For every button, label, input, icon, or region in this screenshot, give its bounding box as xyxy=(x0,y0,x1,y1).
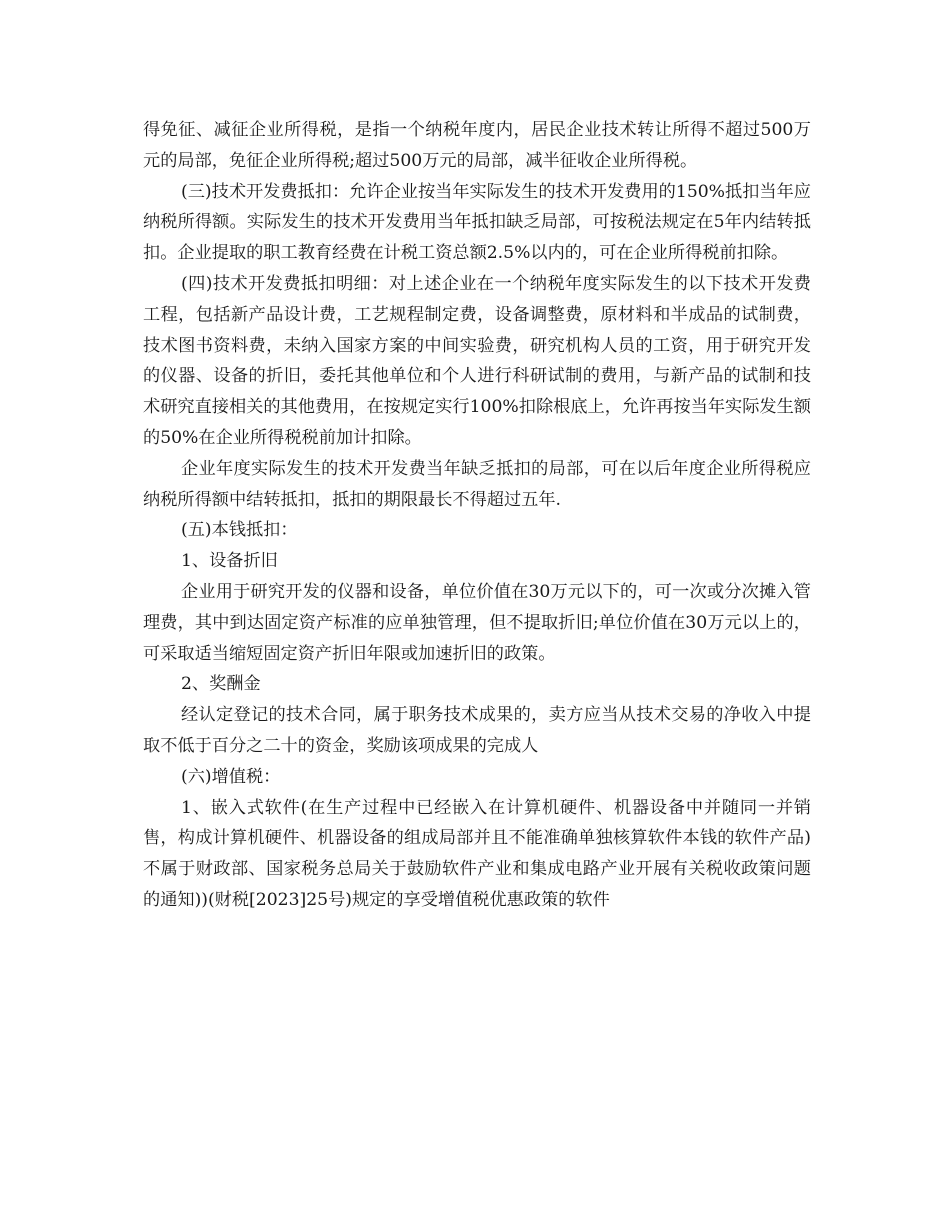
paragraph: 1、嵌入式软件(在生产过程中已经嵌入在计算机硬件、机器设备中并随同一并销售，构成计算机硬件、机器设备的组成局部并且不能准确单独核算软件本钱的软件产品)不属于财政部、国家税务总局关于鼓励软件产业和集成电路产业开展有关税收政策问题的通知))(财税[2023]25号)规定的享受增值税优惠政策的软件 xyxy=(143,797,811,910)
paragraph: 得免征、减征企业所得税，是指一个纳税年度内，居民企业技术转让所得不超过500万元的局部，免征企业所得税;超过500万元的局部，减半征收企业所得税。 xyxy=(143,120,811,171)
section-heading: (六)增值税： xyxy=(181,766,281,787)
paragraph: 经认定登记的技术合同，属于职务技术成果的，卖方应当从技术交易的净收入中提取不低于百分之二十的资金，奖励该项成果的完成人 xyxy=(143,705,811,756)
subsection-heading: 2、奖酬金 xyxy=(181,674,261,695)
paragraph: 企业用于研究开发的仪器和设备，单位价值在30万元以下的，可一次或分次摊入管理费，其中到达固定资产标准的应单独管理，但不提取折旧;单位价值在30万元以上的，可采取适当缩短固定资产折旧年限或加速折旧的政策。 xyxy=(143,581,811,664)
paragraph: 企业年度实际发生的技术开发费当年缺乏抵扣的局部，可在以后年度企业所得税应纳税所得额中结转抵扣，抵扣的期限最长不得超过五年. xyxy=(143,458,811,510)
paragraph: (三)技术开发费抵扣：允许企业按当年实际发生的技术开发费用的150%抵扣当年应纳税所得额。实际发生的技术开发费用当年抵扣缺乏局部，可按税法规定在5年内结转抵扣。企业提取的职工教育经费在计税工资总额2.5%以内的，可在企业所得税前扣除。 xyxy=(143,181,811,264)
subsection-heading: 1、设备折旧 xyxy=(181,551,278,572)
document-body xyxy=(143,115,811,916)
paragraph: (四)技术开发费抵扣明细：对上述企业在一个纳税年度实际发生的以下技术开发费工程，包括新产品设计费，工艺规程制定费，设备调整费，原材料和半成品的试制费，技术图书资料费，未纳入国家方案的中间实验费，研究机构人员的工资，用于研究开发的仪器、设备的折旧，委托其他单位和个人进行科研试制的费用，与新产品的试制和技术研究直接相关的其他费用，在按规定实行100%扣除根底上，允许再按当年实际发生额的50%在企业所得税税前加计扣除。 xyxy=(143,273,811,448)
section-heading: (五)本钱抵扣： xyxy=(181,520,298,541)
